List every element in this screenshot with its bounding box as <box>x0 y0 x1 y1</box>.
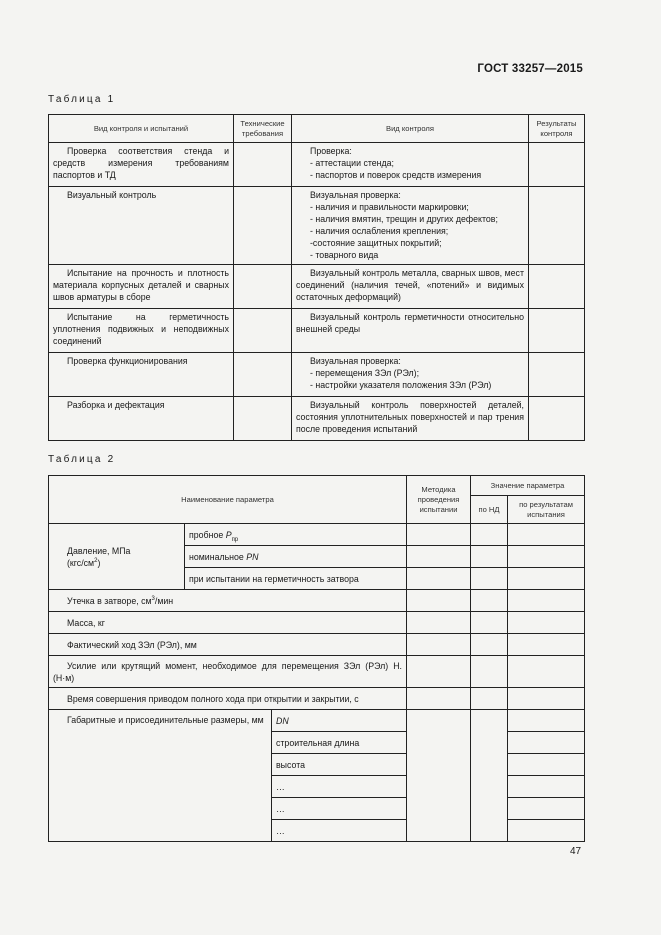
tech-req-cell <box>234 265 292 309</box>
table-row <box>49 143 585 187</box>
dims-label-cell: Габаритные и присоединительные размеры, мм <box>49 710 272 842</box>
table-row <box>49 590 585 612</box>
result-cell <box>529 187 585 265</box>
table2-caption: Таблица 2 <box>48 454 116 465</box>
leak-cell: Утечка в затворе, $см^3$/мин <box>49 590 407 612</box>
table-row <box>49 656 585 688</box>
document-id: ГОСТ 33257—2015 <box>477 63 583 75</box>
table2-header-value-group: Значение параметра <box>471 476 585 496</box>
table-row <box>49 309 585 353</box>
table1 <box>48 114 585 441</box>
dims-sub-cell: … <box>272 798 407 820</box>
result-cell <box>529 397 585 441</box>
dims-sub-cell: высота <box>272 754 407 776</box>
dims-sub-cell: DN <box>272 710 407 732</box>
time-cell: Время совершения приводом полного хода при открытии и закрытии, с <box>49 688 407 710</box>
control-cell: Визуальный контроль поверхностей деталей, состояния уплотнительных поверхностей и пар трения после проведения испытаний <box>292 397 529 441</box>
tech-req-cell <box>234 187 292 265</box>
table1-header-check-type: Вид контроля и испытаний <box>49 115 234 143</box>
check-name: Визуальный контроль <box>49 187 234 265</box>
tech-req-cell <box>234 309 292 353</box>
control-cell: Визуальный контроль металла, сварных швов, мест соединений (наличия течей, «потений» и видимых остаточных деформаций) <box>292 265 529 309</box>
dims-sub-cell: … <box>272 776 407 798</box>
check-name: Испытание на герметичность уплотнения подвижных и неподвижных соединений <box>49 309 234 353</box>
table-row <box>49 353 585 397</box>
stroke-cell: Фактический ход ЗЭл (РЭл), мм <box>49 634 407 656</box>
table-row <box>49 710 585 732</box>
pressure-unit: $(кгс/см^2)$ <box>67 557 101 568</box>
check-name: Проверка соответствия стенда и средств измерения требованиям паспортов и ТД <box>49 143 234 187</box>
table2-header-param: Наименование параметра <box>49 476 407 524</box>
result-cell <box>529 143 585 187</box>
table-row <box>49 265 585 309</box>
table1-header-tech-req: Технические требования <box>234 115 292 143</box>
table2-header-row-1 <box>49 476 585 496</box>
table2-header-by-nd: по НД <box>471 496 508 524</box>
table1-header-row <box>49 115 585 143</box>
dims-sub-cell: строительная длина <box>272 732 407 754</box>
table-row <box>49 397 585 441</box>
table1-header-results: Результаты контроля <box>529 115 585 143</box>
table1-caption: Таблица 1 <box>48 94 116 105</box>
check-name: Разборка и дефектация <box>49 397 234 441</box>
table-row <box>49 524 585 546</box>
mass-cell: Масса, кг <box>49 612 407 634</box>
table-row <box>49 688 585 710</box>
force-cell: Усилие или крутящий момент, необходимое для перемещения ЗЭл (РЭл) Н. (Н·м) <box>49 656 407 688</box>
check-name: Испытание на прочность и плотность материала корпусных деталей и сварных швов арматуры в сборе <box>49 265 234 309</box>
tech-req-cell <box>234 397 292 441</box>
table1-header-control-type: Вид контроля <box>292 115 529 143</box>
control-cell: Визуальная проверка: - перемещения ЗЭл (РЭл); - настройки указателя положения ЗЭл (РЭл) <box>292 353 529 397</box>
control-cell: Визуальный контроль герметичности относительно внешней среды <box>292 309 529 353</box>
pressure-label-cell: Давление, МПа $(кгс/см^2)$ <box>49 524 185 590</box>
table-row <box>49 612 585 634</box>
page-number: 47 <box>570 846 582 857</box>
tech-req-cell <box>234 353 292 397</box>
pressure-test-cell: пробное $P_{пр}$ <box>185 524 407 546</box>
result-cell <box>529 309 585 353</box>
table2-header-method: Методика проведения испытании <box>407 476 471 524</box>
table-row <box>49 634 585 656</box>
control-cell: Визуальная проверка: - наличия и правильности маркировки; - наличия вмятин, трещин и других дефектов; - наличия ослабления крепления; -состояние защитных покрытий; - товарного вида <box>292 187 529 265</box>
tech-req-cell <box>234 143 292 187</box>
control-cell: Проверка: - аттестации стенда; - паспортов и поверок средств измерения <box>292 143 529 187</box>
pressure-tight-cell: при испытании на герметичность затвора <box>185 568 407 590</box>
check-name: Проверка функционирования <box>49 353 234 397</box>
result-cell <box>529 353 585 397</box>
pressure-nominal-cell: номинальное PN <box>185 546 407 568</box>
table2-header-by-results: по результатам испытания <box>508 496 585 524</box>
table2 <box>48 475 585 842</box>
dims-sub-cell: … <box>272 820 407 842</box>
result-cell <box>529 265 585 309</box>
table-row <box>49 187 585 265</box>
